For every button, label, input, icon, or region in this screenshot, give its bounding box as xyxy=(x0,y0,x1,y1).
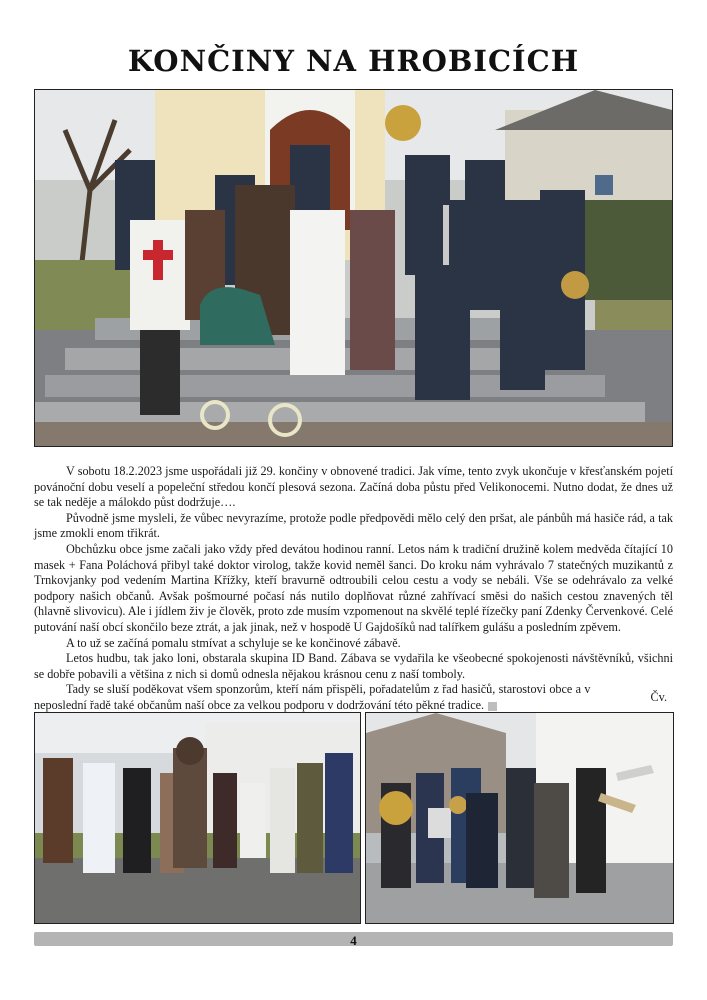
bottom-right-photo xyxy=(365,712,674,924)
author-signature: Čv. xyxy=(650,690,667,705)
bottom-left-photo xyxy=(34,712,361,924)
closing-row xyxy=(34,682,673,713)
paragraph: Původně jsme mysleli, že vůbec nevyrazíme, protože podle předpovědi mělo celý den pršat, ale pánbůh má hasiče rád, a tak jsme zmokli enom třikrát. xyxy=(34,510,673,541)
paragraph: Obchůzku obce jsme začali jako vždy před devátou hodinou ranní. Letos nám k tradiční družině kolem medvěda čítající 10 masek + Fana Poláchová přibyl také doktor virolog, takže kovid neměl šanci. Do kroku nám vyhrávalo 7 statečných muzikantů z Trnkovjanky pod vedením Martina Křížky, kteří bravurně odtroubili celou cestu a vody se nebáli. Vše se odehrávalo za velké podpory našich občanů. Avšak pošmourné počasí nás nutilo doplňovat různé zahřívací směsi do našich cestou znavených těl (hlavně slivovicu). Ale i jídlem živ je člověk, proto zde musím vzpomenout na skvělé teplé řízečky paní Zdenky Červenkové. Celé putování naší obcí skončilo beze ztrát, a jak jinak, než v hospodě U Gajdošíků nad talířkem gulášu a posledním zpěvem. xyxy=(34,541,673,634)
article-body xyxy=(34,464,673,714)
page-footer xyxy=(34,932,673,946)
paragraph: V sobotu 18.2.2023 jsme uspořádali již 29. končiny v obnovené tradici. Jak víme, tento zvyk ukončuje v křesťanském pojetí povánoční dobu veselí a popeleční středou končí plesová sezona. Začíná doba půstu před Velikonocemi. Nutno dodat, že dnes už se tak neděje a málokdo půst dodržuje…. xyxy=(34,464,673,510)
end-mark-icon xyxy=(488,702,497,711)
article-title: KONČINY NA HROBICÍCH xyxy=(127,44,580,78)
page-number: 4 xyxy=(350,933,357,948)
paragraph: Letos hudbu, tak jako loni, obstarala skupina ID Band. Zábava se vydařila ke všeobecné spokojenosti návštěvníků, všichni se dobře pobavili a většina z nich si domů odnesla nějakou krásnou cenu z naší tomboly. xyxy=(34,651,673,681)
paragraph: A to už se začíná pomalu stmívat a schyluje se ke končinové zábavě. xyxy=(66,635,401,650)
paragraph: Tady se sluší poděkovat všem sponzorům, kteří nám přispěli, pořadatelům z řad hasičů, starostovi obce a v neposlední řadě také občanům naší obce za velkou podporu v dodržování této pěkné tradice. xyxy=(34,682,591,712)
main-photo xyxy=(34,89,673,447)
